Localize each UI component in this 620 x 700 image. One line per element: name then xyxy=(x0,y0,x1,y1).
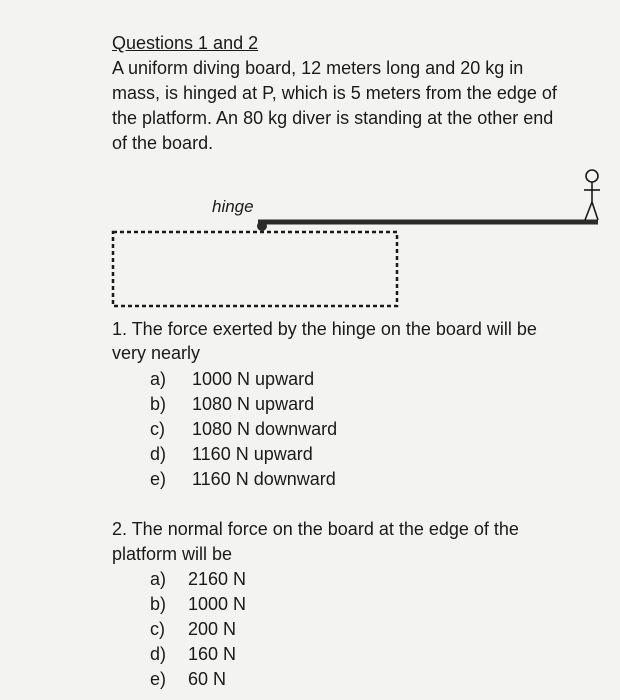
intro-line: of the board. xyxy=(112,133,214,153)
option-letter: c) xyxy=(150,619,165,639)
option-text: 1160 N downward xyxy=(192,469,336,489)
option-letter: e) xyxy=(150,669,167,689)
option-text: 2160 N xyxy=(188,569,247,589)
option-text: 160 N xyxy=(188,644,237,664)
option-letter: a) xyxy=(150,569,167,589)
option-text: 1080 N downward xyxy=(192,419,338,439)
hinge-label: hinge xyxy=(212,197,254,216)
option-letter: d) xyxy=(150,444,167,464)
platform-outline xyxy=(113,232,397,306)
diver-figure xyxy=(584,170,600,220)
option-letter: b) xyxy=(150,594,167,614)
option-letter: a) xyxy=(150,369,167,389)
option-letter: c) xyxy=(150,419,165,439)
question-text: 2. The normal force on the board at the edge of the xyxy=(112,519,519,539)
question-text: platform will be xyxy=(112,544,233,564)
option-text: 60 N xyxy=(188,669,227,689)
option-letter: d) xyxy=(150,644,167,664)
option-text: 1000 N xyxy=(188,594,247,614)
option-text: 200 N xyxy=(188,619,237,639)
option-letter: b) xyxy=(150,394,167,414)
question-text: very nearly xyxy=(112,343,201,363)
option-text: 1080 N upward xyxy=(192,394,315,414)
option-letter: e) xyxy=(150,469,167,489)
option-text: 1000 N upward xyxy=(192,369,315,389)
section-heading: Questions 1 and 2 xyxy=(112,33,259,53)
hinge-pin xyxy=(257,221,267,231)
question-text: 1. The force exerted by the hinge on the board will be xyxy=(112,319,537,339)
intro-line: A uniform diving board, 12 meters long and 20 kg in xyxy=(112,58,524,78)
intro-line: mass, is hinged at P, which is 5 meters from the edge of xyxy=(112,83,557,103)
intro-line: the platform. An 80 kg diver is standing at the other end xyxy=(112,108,554,128)
option-text: 1160 N upward xyxy=(192,444,313,464)
